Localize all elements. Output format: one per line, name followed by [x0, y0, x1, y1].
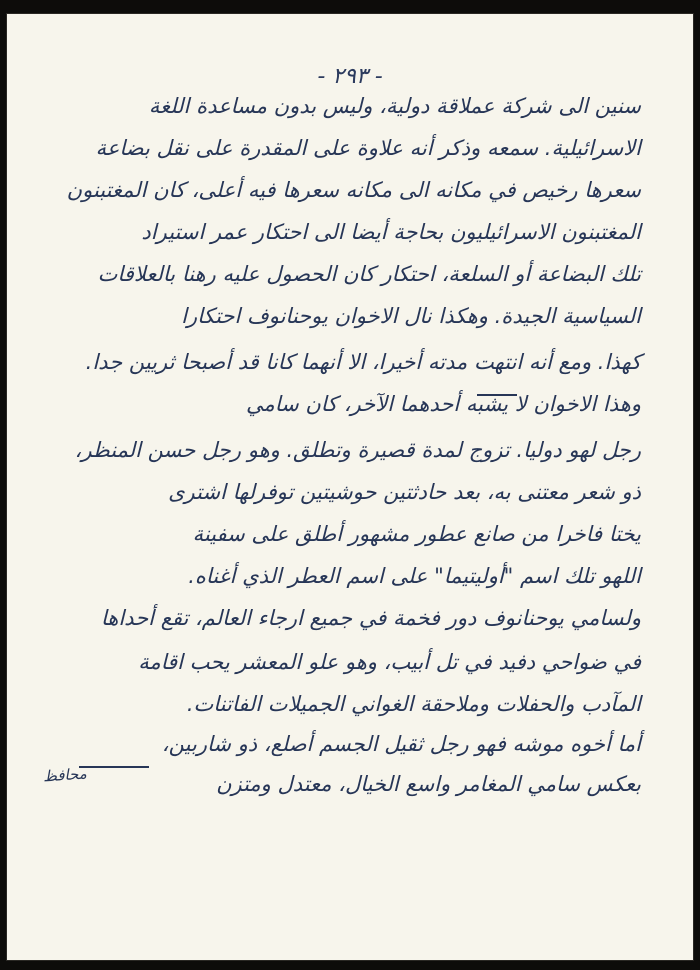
text-line: ذو شعر معتنى به، بعد حادثتين حوشيتين توفرلها اشترى [168, 480, 641, 504]
text-line: أما أخوه موشه فهو رجل ثقيل الجسم أصلع، ذو شاربين، [161, 732, 641, 756]
text-line: بعكس سامي المغامر واسع الخيال، معتدل ومتزن [216, 772, 641, 796]
text-line: كهذا. ومع أنه انتهت مدته أخيرا، الا أنهما كانا قد أصبحا ثريين جدا. [85, 350, 641, 374]
text-line: في ضواحي دفيد في تل أبيب، وهو علو المعشر يحب اقامة [138, 650, 641, 674]
text-line: تلك البضاعة أو السلعة، احتكار كان الحصول عليه رهنا بالعلاقات [97, 262, 641, 286]
manuscript-page [7, 14, 693, 960]
text-line: الاسرائيلية. سمعه وذكر أنه علاوة على المقدرة على نقل بضاعة [95, 136, 641, 160]
text-line: المغتبنون الاسرائيليون بحاجة أيضا الى احتكار عمر استيراد [141, 220, 641, 244]
text-line: السياسية الجيدة. وهكذا نال الاخوان يوحنانوف احتكارا [181, 304, 641, 328]
text-line: المآدب والحفلات وملاحقة الغواني الجميلات الفاتنات. [186, 692, 641, 716]
text-line: يختا فاخرا من صانع عطور مشهور أطلق على سفينة [192, 522, 641, 546]
handwritten-text-body [7, 14, 693, 960]
text-line: رجل لهو دوليا. تزوج لمدة قصيرة وتطلق. وهو رجل حسن المنظر، [74, 438, 641, 462]
text-line: ولسامي يوحنانوف دور فخمة في جميع ارجاء العالم، تقع أحداها [100, 606, 641, 630]
text-line: سنين الى شركة عملاقة دولية، وليس بدون مساعدة اللغة [148, 94, 641, 118]
text-line: سعرها رخيص في مكانه الى مكانه سعرها فيه أعلى، كان المغتبنون [66, 178, 641, 202]
text-line: اللهو تلك اسم "أوليتيما" على اسم العطر الذي أغناه. [188, 564, 641, 588]
text-line: وهذا الاخوان لا يشبه أحدهما الآخر، كان سامي [245, 392, 641, 416]
page-number: - ٢٩٣ - [317, 64, 383, 89]
margin-note: محافظ [42, 764, 88, 786]
strikethrough-mark [477, 394, 517, 396]
strikethrough-mark [79, 766, 149, 768]
